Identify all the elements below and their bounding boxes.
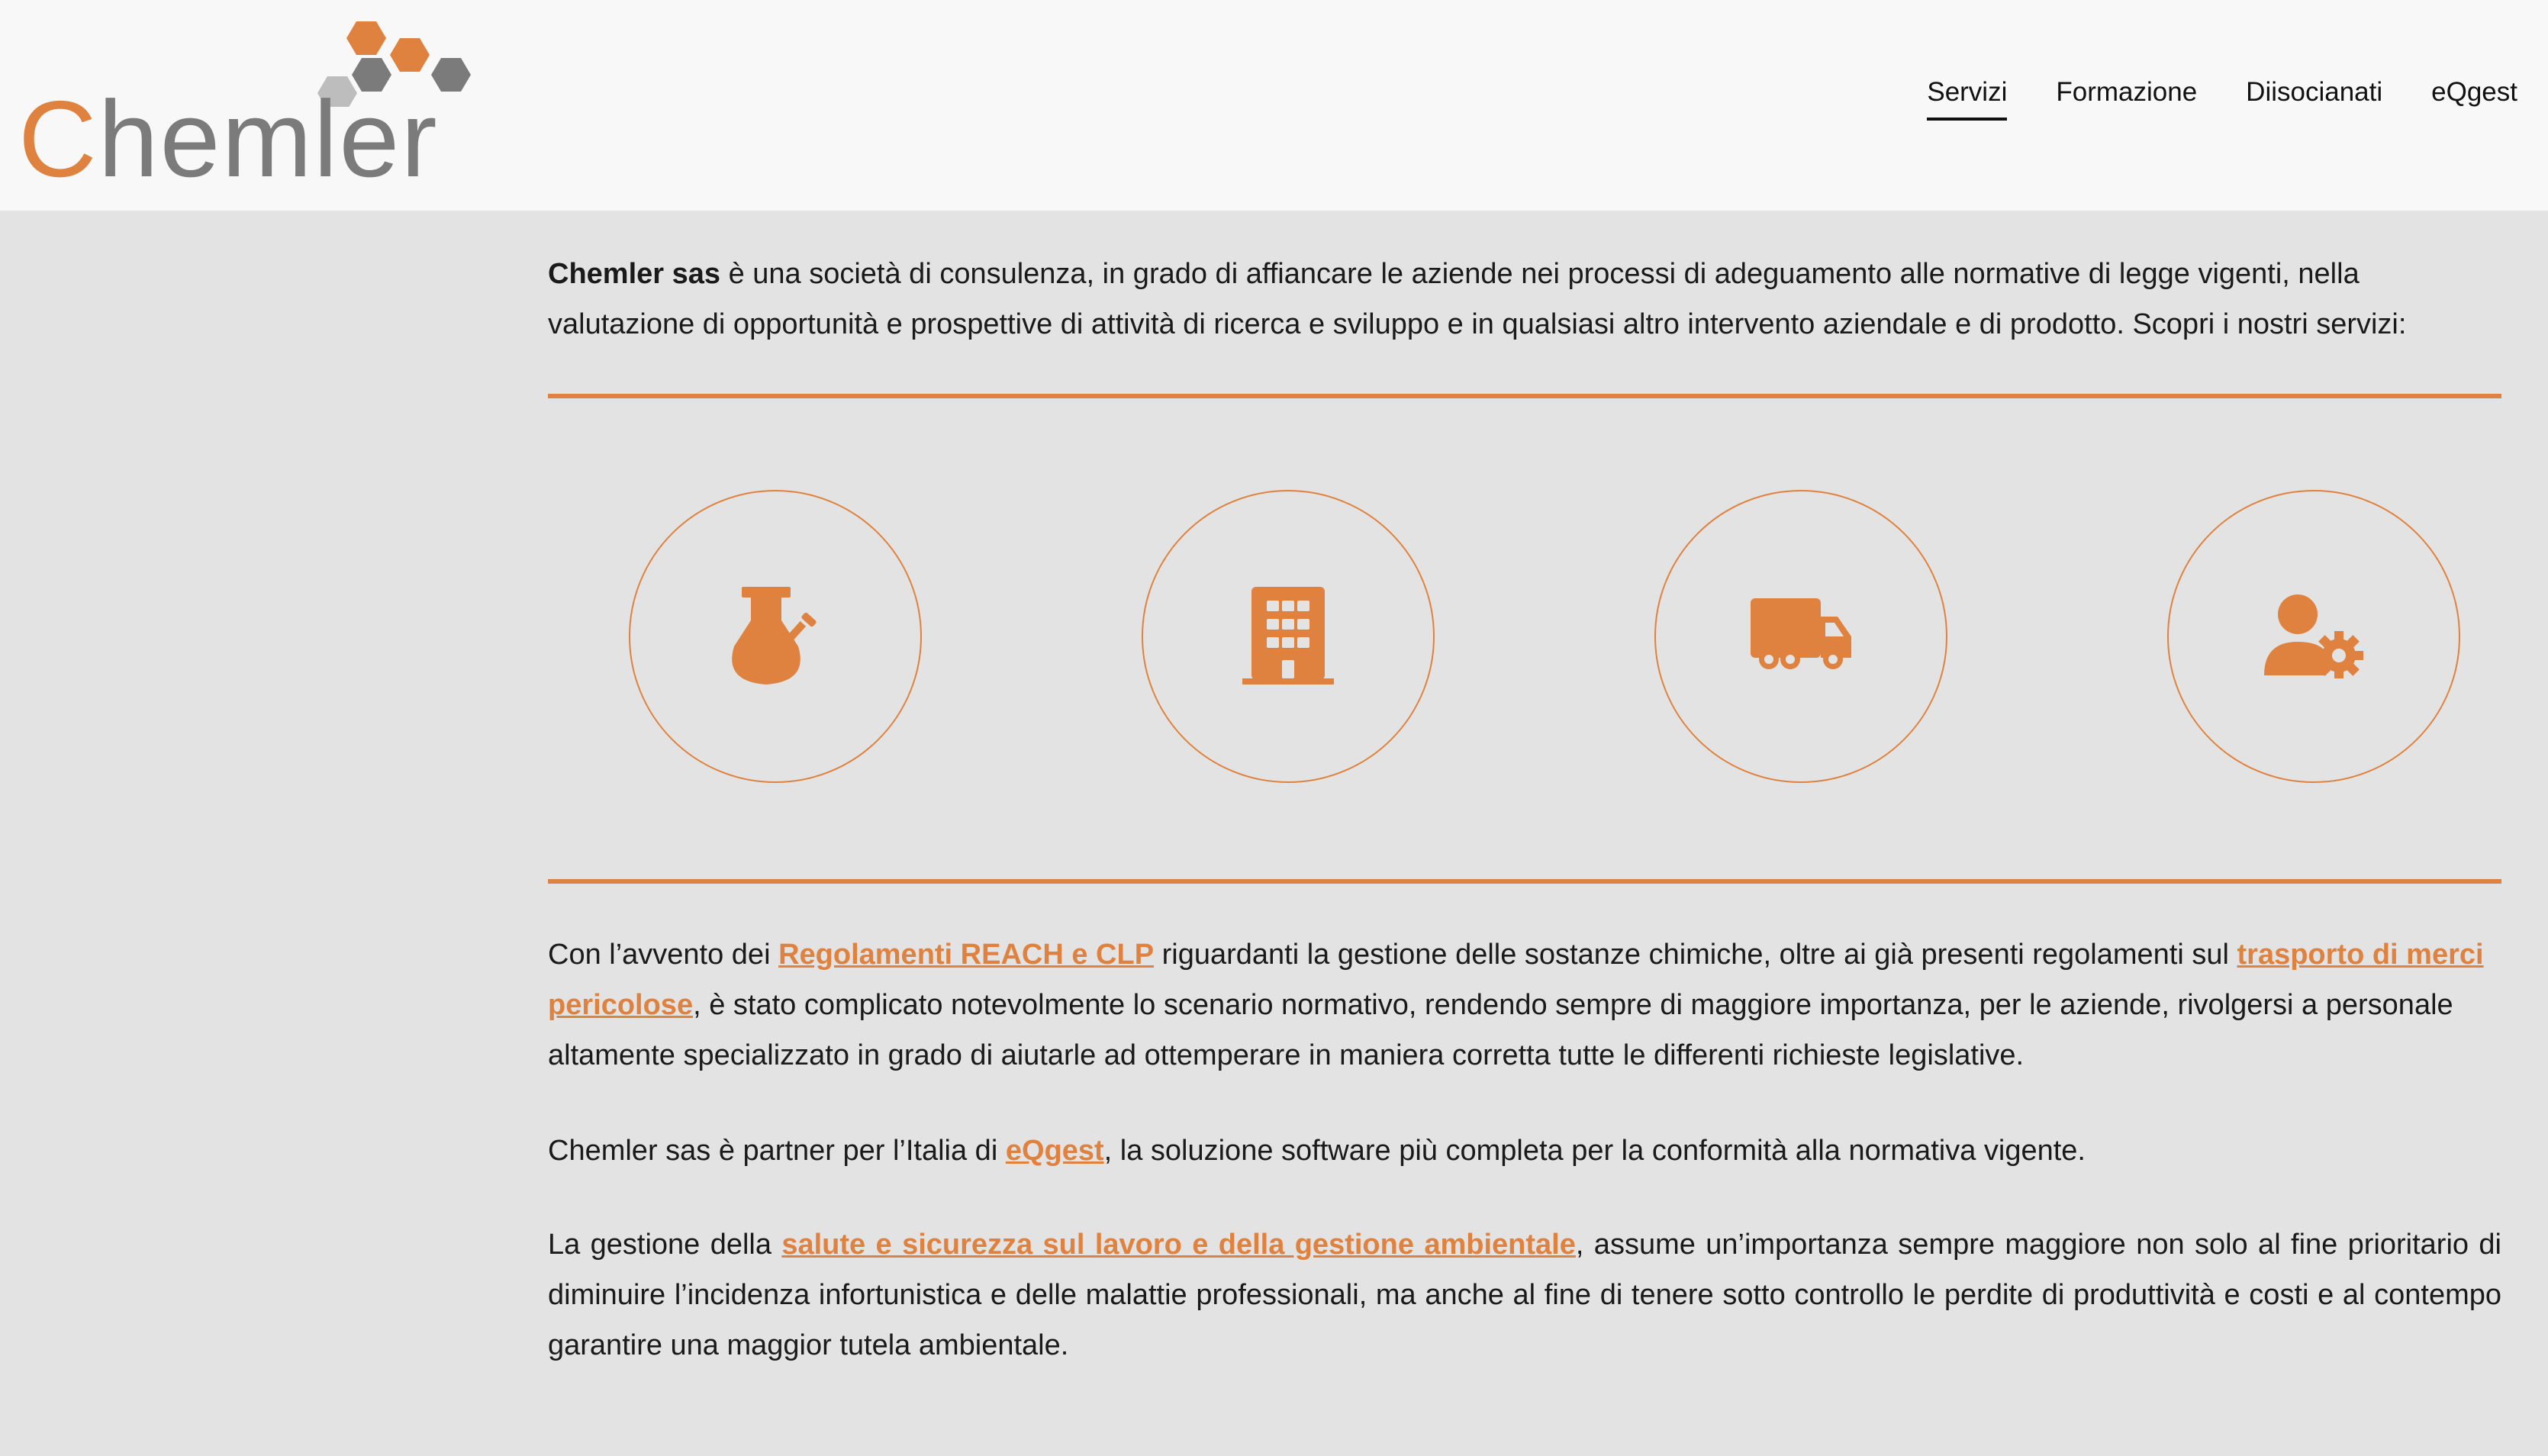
main-nav (1878, 76, 2517, 121)
services-icons (548, 490, 2501, 788)
intro-company-name: Chemler sas (548, 258, 721, 290)
service-transport[interactable] (1654, 490, 1947, 783)
chemler-logo[interactable] (15, 15, 488, 200)
intro-text: è una società di consulenza, in grado di affiancare le aziende nei processi di adeguamento alle normative di legge vigenti, nella valutazione di opportunità e prospettive di attività di ricerca e sviluppo e in qualsiasi altro intervento aziendale e di prodotto. Scopri i nostri servizi: (548, 258, 2407, 340)
service-safety[interactable] (2167, 490, 2460, 783)
divider-top (548, 394, 2501, 398)
link-dangerous-goods[interactable]: trasporto di merci pericolose (548, 939, 2484, 1021)
flask-icon (730, 587, 821, 686)
site-header (0, 0, 2548, 211)
link-reach-clp[interactable]: Regolamenti REACH e CLP (778, 939, 1155, 971)
link-health-safety[interactable]: salute e sicurezza sul lavoro e della gestione ambientale (781, 1229, 1576, 1261)
nav-item-formazione[interactable]: Formazione (2056, 77, 2198, 107)
truck-icon (1751, 598, 1851, 675)
logo-wordmark: Chemler (18, 79, 439, 200)
eqgest-paragraph: Chemler sas è partner per l’Italia di eQgest, la soluzione software più completa per la conformità alla normativa vigente. (548, 1135, 2086, 1167)
nav-item-diisocianati[interactable]: Diisocianati (2246, 77, 2383, 107)
nav-item-servizi[interactable]: Servizi (1927, 76, 2007, 121)
reach-clp-paragraph: Con l’avvento dei Regolamenti REACH e CLP riguardanti la gestione delle sostanze chimiche, oltre ai già presenti regolamenti sul trasporto di merci pericolose, è stato complicato notevolmente lo scenario normativo, rendendo sempre di maggiore importanza, per le aziende, rivolgersi a personale altamente specializzato in grado di aiutarle ad ottemperare in maniera corretta tutte le differenti richieste legislative. (548, 939, 2484, 1071)
nav-item-eqgest[interactable]: eQgest (2431, 77, 2517, 107)
building-icon (1242, 587, 1334, 686)
divider-bottom (548, 879, 2501, 884)
service-chemicals[interactable] (629, 490, 922, 783)
intro-paragraph (548, 249, 2501, 350)
link-eqgest[interactable]: eQgest (1005, 1135, 1104, 1167)
user-gear-icon (2264, 594, 2363, 678)
service-companies[interactable] (1142, 490, 1435, 783)
safety-paragraph: La gestione della salute e sicurezza sul lavoro e della gestione ambientale, assume un’importanza sempre maggiore non solo al fine prioritario di diminuire l’incidenza infortunistica e delle malattie professionali, ma anche al fine di tenere sotto controllo le perdite di produttività e costi e al contempo garantire una maggior tutela ambientale. (548, 1229, 2501, 1361)
